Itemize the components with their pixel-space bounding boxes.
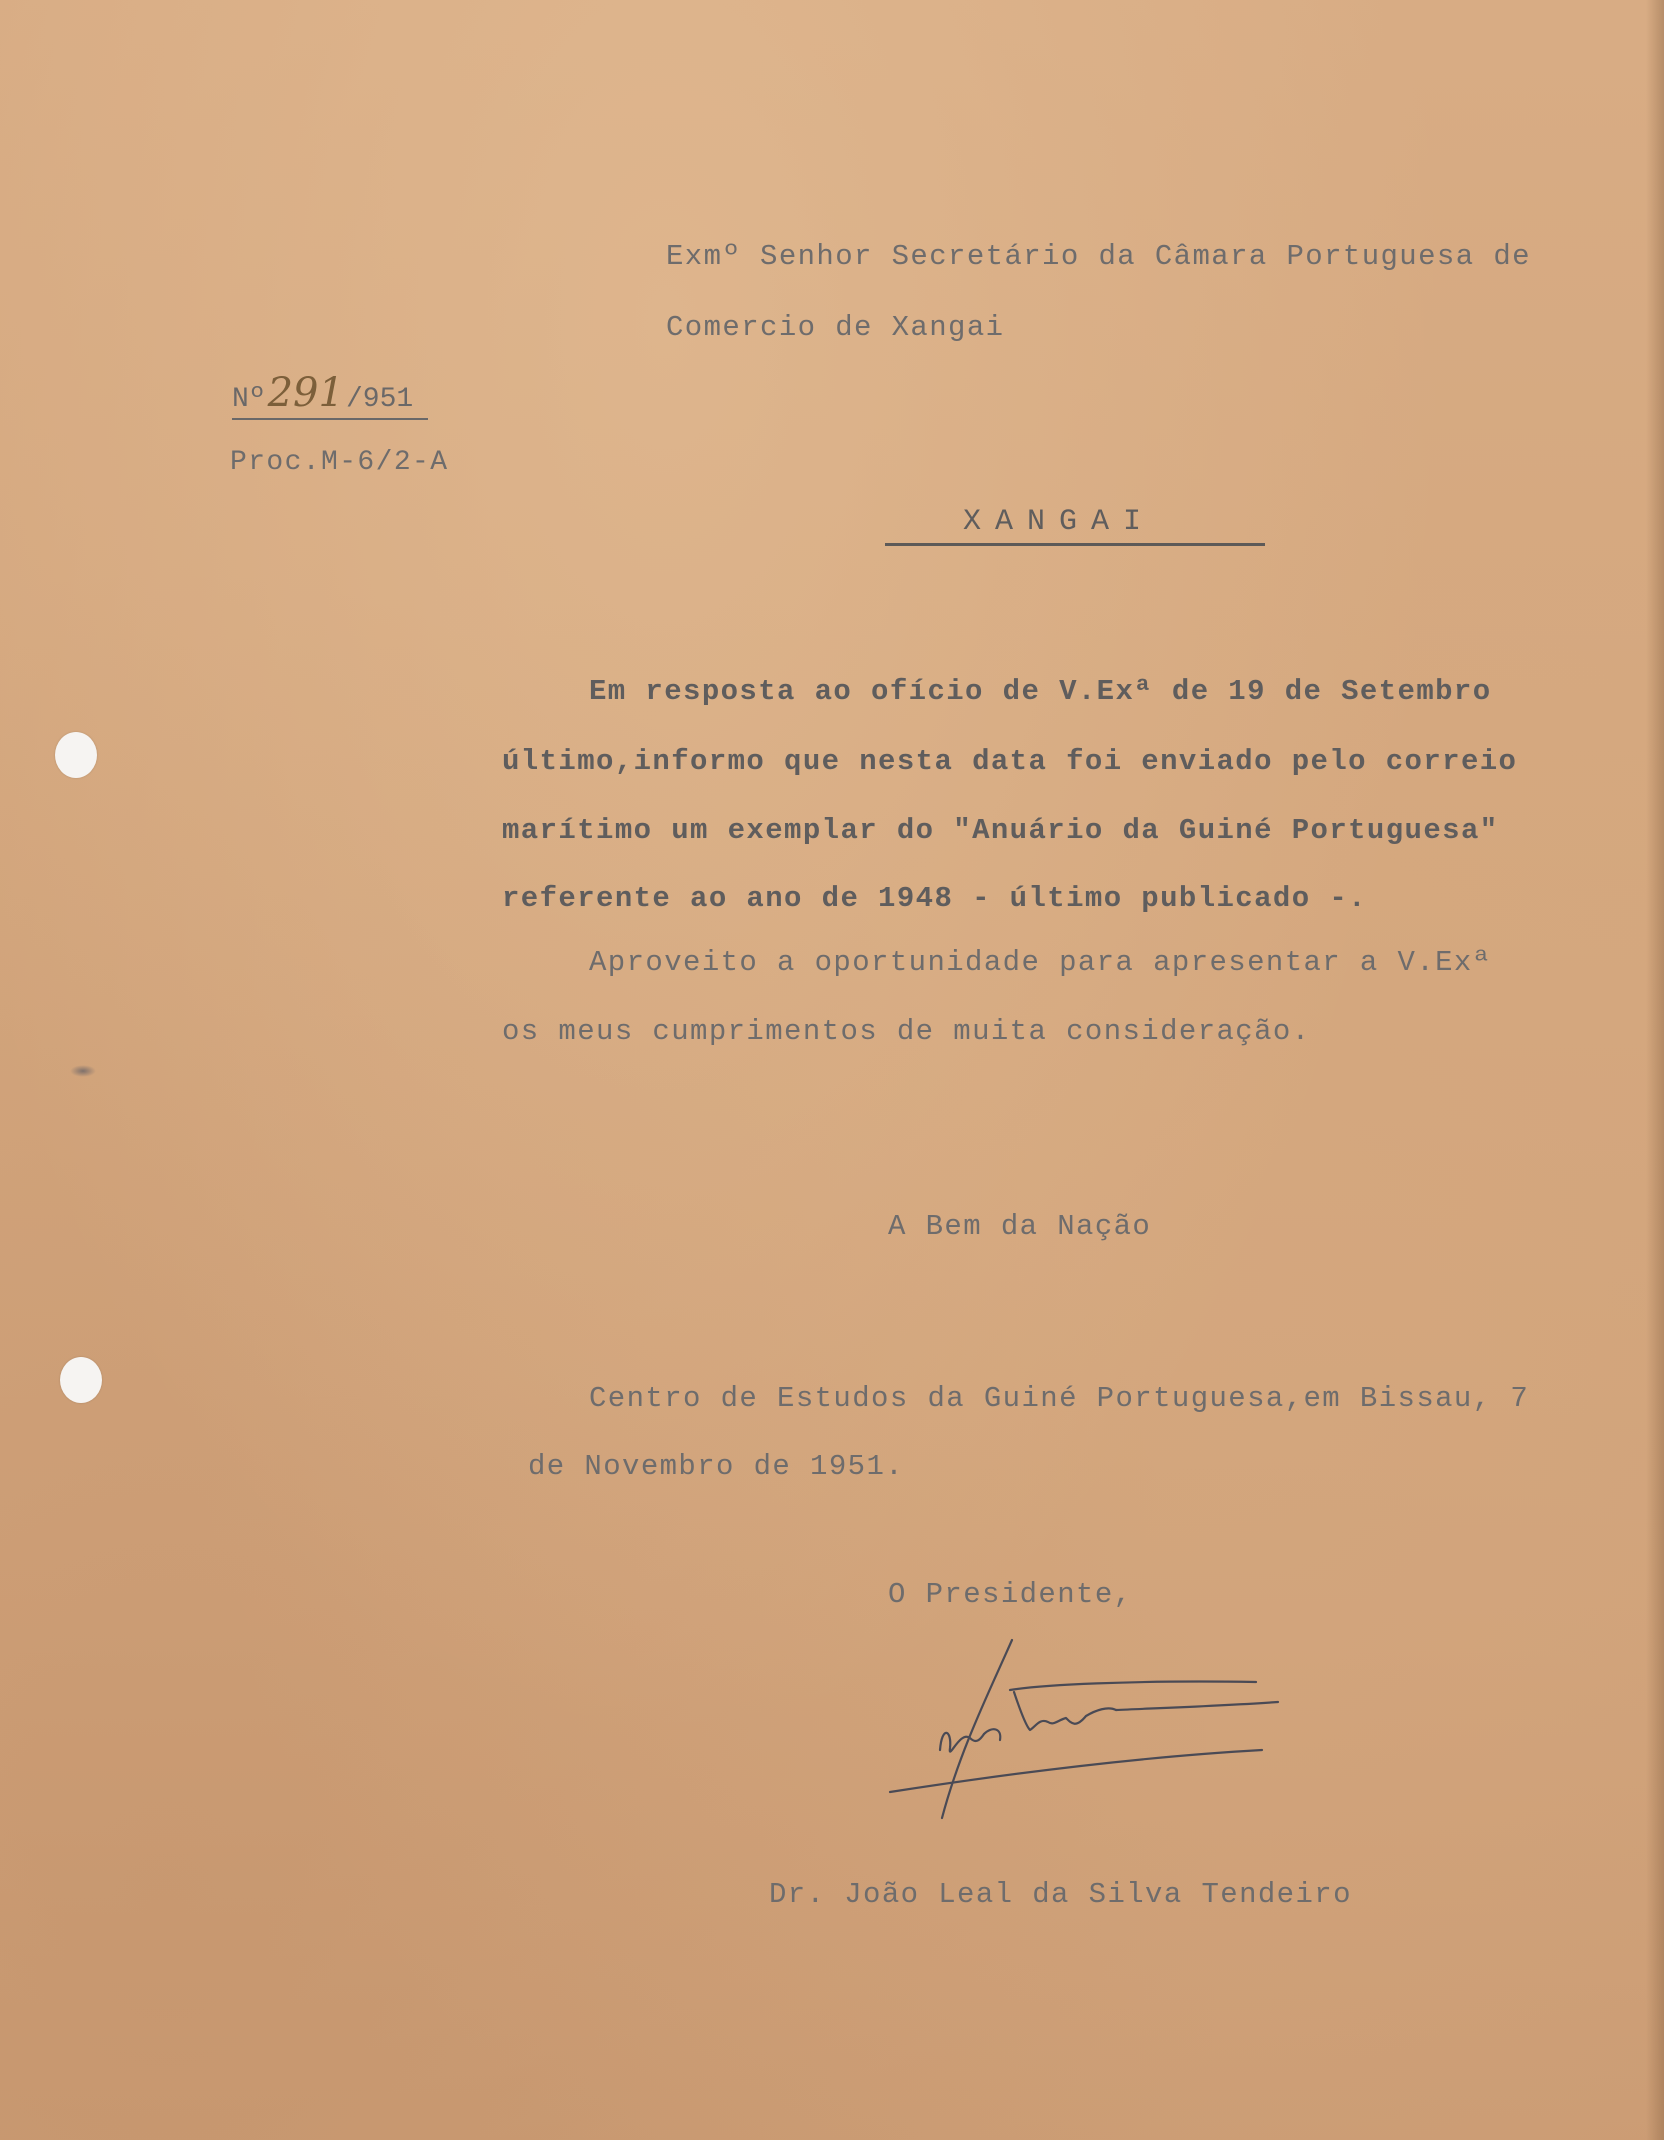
signatory-title: O Presidente,	[888, 1578, 1133, 1611]
body-line-3: marítimo um exemplar do "Anuário da Guiné Portuguesa"	[502, 814, 1499, 847]
paper-edge-shadow	[1646, 0, 1664, 2140]
body-line-5: Aproveito a oportunidade para apresentar a V.Exª	[589, 946, 1492, 979]
addressee-line-1: Exmº Senhor Secretário da Câmara Portuguesa de	[666, 240, 1531, 273]
signatory-name: Dr. João Leal da Silva Tendeiro	[769, 1878, 1352, 1911]
reference-prefix: Nº	[232, 384, 266, 415]
subject-heading: XANGAI	[885, 505, 1265, 546]
reference-underline	[232, 418, 428, 420]
punch-hole-bottom	[60, 1357, 102, 1403]
place-date-line-2: de Novembro de 1951.	[528, 1450, 905, 1483]
body-line-4: referente ao ano de 1948 - último publicado -.	[502, 882, 1367, 915]
body-line-2: último,informo que nesta data foi enviado pelo correio	[502, 745, 1518, 778]
addressee-line-2: Comercio de Xangai	[666, 311, 1005, 344]
process-reference: Proc.M-6/2-A	[230, 447, 449, 478]
body-line-6: os meus cumprimentos de muita consideração.	[502, 1015, 1311, 1048]
body-line-1: Em resposta ao ofício de V.Exª de 19 de Setembro	[589, 675, 1492, 708]
paper-stain	[70, 1065, 96, 1077]
punch-hole-top	[55, 732, 97, 778]
closing-salutation: A Bem da Nação	[888, 1210, 1152, 1243]
reference-number	[232, 370, 413, 416]
reference-year: /951	[345, 384, 414, 415]
handwritten-number: 291	[267, 370, 344, 416]
place-date-line-1: Centro de Estudos da Guiné Portuguesa,em Bissau, 7	[589, 1382, 1530, 1415]
handwritten-signature	[880, 1630, 1300, 1830]
